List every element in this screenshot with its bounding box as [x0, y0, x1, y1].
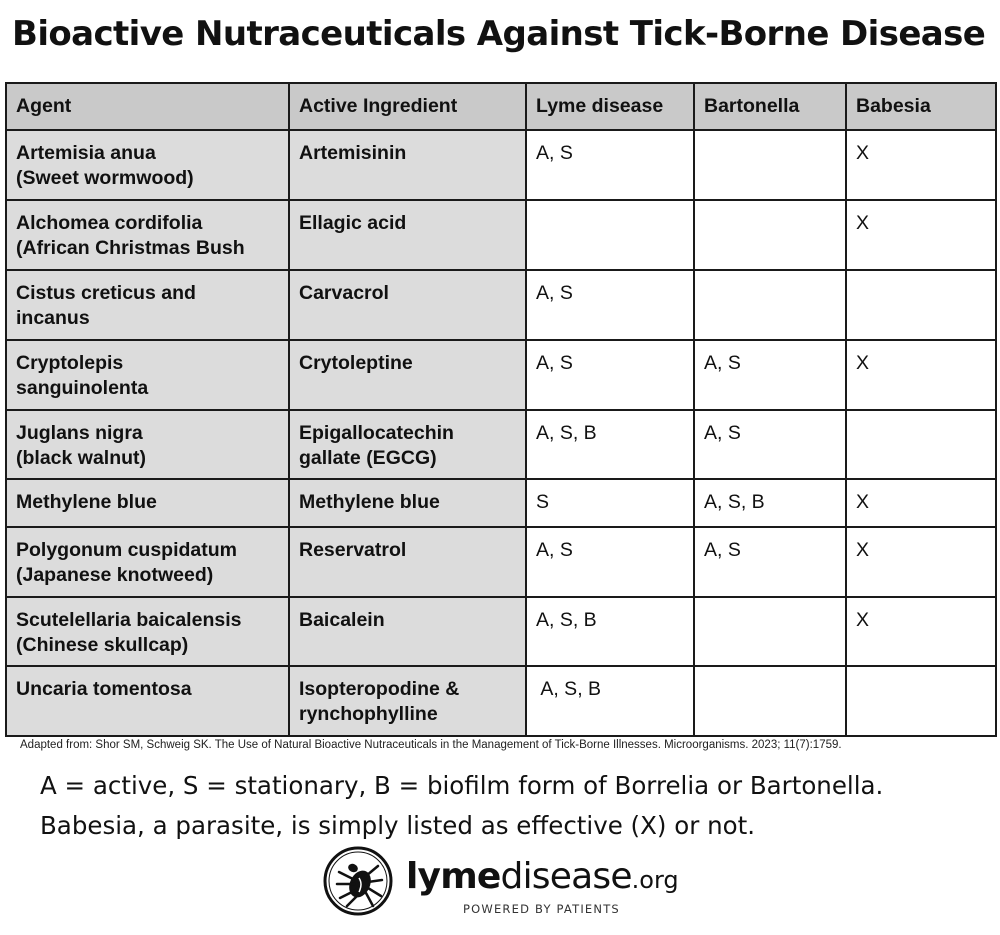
logo-word-bold: lyme — [406, 856, 501, 897]
logo-word-regular: disease — [500, 856, 632, 897]
babesia-cell: X — [846, 340, 996, 410]
agent-name-cont: sanguinolenta — [16, 377, 149, 399]
ingredient-name-cont: gallate (EGCG) — [299, 447, 437, 469]
logo-suffix: .org — [631, 866, 679, 894]
logo-tagline: POWERED BY PATIENTS — [463, 902, 620, 916]
bartonella-cell — [694, 200, 846, 270]
logo-wordmark — [406, 856, 679, 897]
table-row — [6, 410, 996, 479]
lyme-cell: A, S — [526, 340, 694, 410]
agent-cell — [6, 340, 289, 410]
header-lyme-disease: Lyme disease — [526, 83, 694, 130]
lyme-cell: A, S — [526, 130, 694, 200]
agent-common-name: (black walnut) — [16, 447, 147, 469]
agent-cell — [6, 130, 289, 200]
header-agent: Agent — [6, 83, 289, 130]
ingredient-cell — [289, 597, 526, 666]
table-row — [6, 130, 996, 200]
lyme-cell — [526, 200, 694, 270]
agent-cell — [6, 479, 289, 527]
table-row — [6, 479, 996, 527]
lyme-cell: S — [526, 479, 694, 527]
header-babesia: Babesia — [846, 83, 996, 130]
table-row — [6, 527, 996, 597]
legend-line: Babesia, a parasite, is simply listed as effective (X) or not. — [40, 811, 756, 840]
bartonella-cell: A, S — [694, 527, 846, 597]
bartonella-cell — [694, 130, 846, 200]
agent-cell — [6, 270, 289, 340]
agent-name: Artemisia anua — [16, 142, 156, 164]
nutraceuticals-table — [5, 82, 997, 737]
agent-name: Methylene blue — [16, 491, 157, 513]
bartonella-cell — [694, 270, 846, 340]
table-row — [6, 200, 996, 270]
agent-common-name: (African Christmas Bush — [16, 237, 245, 259]
ingredient-name: Reservatrol — [299, 539, 407, 561]
babesia-cell: X — [846, 200, 996, 270]
agent-common-name: (Chinese skullcap) — [16, 634, 189, 656]
ingredient-name: Methylene blue — [299, 491, 440, 513]
agent-cell — [6, 410, 289, 479]
agent-name: Cryptolepis — [16, 352, 124, 374]
lyme-cell: A, S, B — [526, 666, 694, 736]
page-title: Bioactive Nutraceuticals Against Tick-Borne Disease — [12, 14, 986, 54]
ingredient-cell — [289, 527, 526, 597]
lyme-cell: A, S, B — [526, 410, 694, 479]
bartonella-cell: A, S — [694, 410, 846, 479]
ingredient-cell — [289, 270, 526, 340]
agent-common-name: (Sweet wormwood) — [16, 167, 194, 189]
babesia-cell — [846, 270, 996, 340]
agent-name: Juglans nigra — [16, 422, 143, 444]
bartonella-cell: A, S, B — [694, 479, 846, 527]
agent-name: Polygonum cuspidatum — [16, 539, 238, 561]
legend-line: A = active, S = stationary, B = biofilm form of Borrelia or Bartonella. — [40, 771, 884, 800]
ingredient-cell — [289, 479, 526, 527]
legend — [40, 766, 883, 846]
lymedisease-logo — [323, 846, 683, 922]
agent-cell — [6, 597, 289, 666]
ingredient-cell — [289, 200, 526, 270]
header-bartonella: Bartonella — [694, 83, 846, 130]
ingredient-name: Artemisinin — [299, 142, 407, 164]
ingredient-name: Carvacrol — [299, 282, 389, 304]
header-active-ingredient: Active Ingredient — [289, 83, 526, 130]
table-row — [6, 666, 996, 736]
agent-common-name: (Japanese knotweed) — [16, 564, 214, 586]
agent-cell — [6, 666, 289, 736]
source-citation: Adapted from: Shor SM, Schweig SK. The Use of Natural Bioactive Nutraceuticals in the Management of Tick-Borne Illnesses. Microorganisms. 2023; 11(7):1759. — [20, 739, 842, 751]
babesia-cell — [846, 666, 996, 736]
table-header-row — [6, 83, 996, 130]
ingredient-cell — [289, 130, 526, 200]
babesia-cell: X — [846, 479, 996, 527]
lyme-cell: A, S — [526, 527, 694, 597]
table-row — [6, 597, 996, 666]
ingredient-cell — [289, 340, 526, 410]
ingredient-name-cont: rynchophylline — [299, 703, 438, 725]
babesia-cell: X — [846, 527, 996, 597]
ingredient-cell — [289, 410, 526, 479]
babesia-cell: X — [846, 597, 996, 666]
ingredient-cell — [289, 666, 526, 736]
table-row — [6, 340, 996, 410]
bartonella-cell — [694, 666, 846, 736]
ingredient-name: Baicalein — [299, 609, 385, 631]
lyme-cell: A, S, B — [526, 597, 694, 666]
babesia-cell — [846, 410, 996, 479]
bartonella-cell: A, S — [694, 340, 846, 410]
ingredient-name: Epigallocatechin — [299, 422, 454, 444]
lyme-cell: A, S — [526, 270, 694, 340]
bartonella-cell — [694, 597, 846, 666]
agent-name: Alchomea cordifolia — [16, 212, 203, 234]
agent-name: Scutelellaria baicalensis — [16, 609, 242, 631]
tick-icon — [323, 846, 393, 916]
agent-cell — [6, 200, 289, 270]
agent-name: Cistus creticus and — [16, 282, 196, 304]
ingredient-name: Isopteropodine & — [299, 678, 460, 700]
table-row — [6, 270, 996, 340]
ingredient-name: Crytoleptine — [299, 352, 413, 374]
agent-name-cont: incanus — [16, 307, 90, 329]
ingredient-name: Ellagic acid — [299, 212, 407, 234]
babesia-cell: X — [846, 130, 996, 200]
agent-cell — [6, 527, 289, 597]
agent-name: Uncaria tomentosa — [16, 678, 192, 700]
